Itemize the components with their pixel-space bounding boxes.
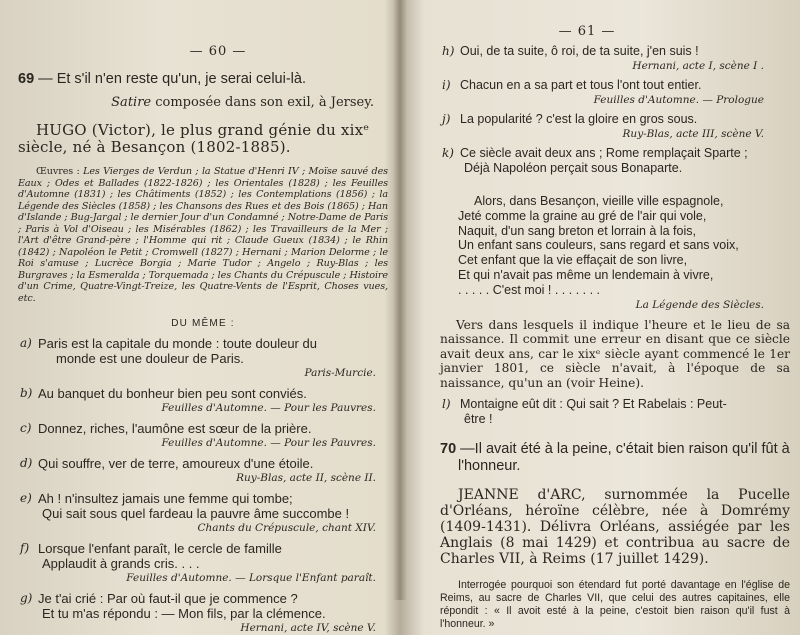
quote-item: a) Paris est la capitale du monde : toute douleur du monde est une douleur de Paris. (20, 336, 317, 366)
quote-source: Feuilles d'Automne. — Lorsque l'Enfant paraît. (126, 572, 376, 584)
poem-line: Un enfant sans couleurs, sans regard et sans voix, (458, 238, 739, 253)
author-entry: JEANNE d'ARC, surnommée la Pucelle d'Orléans, héroïne célèbre, née à Domrémy (1409-1431). Délivra Orléans, assiégée par les Anglais (8 mai 1429) et contribua au sacre de Charles VII, à Reims (17 juillet 1429). (440, 486, 790, 567)
left-page (0, 0, 398, 634)
section-heading (18, 71, 388, 88)
quote-source: Paris-Murcie. (304, 367, 376, 379)
quote-item: h) Oui, de ta suite, ô roi, de ta suite, j'en suis ! (442, 44, 699, 58)
author-entry: HUGO (Victor), le plus grand génie du xixᵉ siècle, né à Besançon (1802-1885). (18, 121, 370, 156)
quote-item: d) Qui souffre, ver de terre, amoureux d'une étoile. (20, 456, 314, 471)
right-page (400, 0, 800, 630)
commentary-paragraph: Vers dans lesquels il indique l'heure et le lieu de sa naissance. Il commit une erreur en disant que ce siècle avait deux ans, car le xixᵉ siècle ayant commencé le 1er janvier 1801, ce siècle n'avait, à l'époque de sa naissance, qu'un an (voir Heine). (440, 317, 790, 390)
anecdote-paragraph: Interrogée pourquoi son étendard fut porté davantage en l'église de Reims, au sacre de Charles VII, que celui des autres capitaines, elle répondit : « Il avoit esté à la peine, c'estoit bien raison qu'il fust à l'honneur. » (440, 578, 790, 630)
quote-source: Feuilles d'Automne. — Pour les Pauvres. (161, 402, 376, 414)
poem-excerpt (440, 194, 794, 298)
section-title: —Il avait été à la peine, c'était bien raison qu'il fût à l'honneur. (458, 440, 790, 474)
quote-item: c) Donnez, riches, l'aumône est sœur de la prière. (20, 421, 312, 436)
quote-item: g) Je t'ai crié : Par où faut-il que je commence ? Et tu m'as répondu : — Mon fils, par la clémence. (20, 591, 326, 621)
poem-line: Naquit, d'un sang breton et lorrain à la fois, (458, 223, 696, 238)
quote-item: b) Au banquet du bonheur bien peu sont conviés. (20, 386, 307, 401)
quote-source: Feuilles d'Automne. — Pour les Pauvres. (161, 437, 376, 449)
quote-item: l) Montaigne eût dit : Qui sait ? Et Rabelais : Peut- être ! (442, 396, 727, 426)
quote-item: f) Lorsque l'enfant paraît, le cercle de famille Applaudit à grands cris. . . . (20, 541, 282, 571)
quote-item: k) Ce siècle avait deux ans ; Rome remplaçait Sparte ; Déjà Napoléon perçait sous Bonaparte. (442, 146, 748, 175)
section-title: — Et s'il n'en reste qu'un, je serai celui-là. (38, 71, 306, 87)
quote-item: e) Ah ! n'insultez jamais une femme qui tombe; Qui sait sous quel fardeau la pauvre âme succombe ! (20, 491, 350, 521)
poem-line: . . . . . C'est moi ! . . . . . . . (458, 282, 600, 297)
quote-source: Ruy-Blas, acte II, scène II. (236, 472, 376, 484)
quote-source: Ruy-Blas, acte III, scène V. (622, 128, 764, 140)
works-list: Œuvres : Les Vierges de Verdun ; la Statue d'Henri IV ; Moïse sauvé des Eaux ; Odes et Ballades (1822-1826) ; les Orientales (1828) ; les Feuilles d'Automne (1831) ; les Châtiments (1852) ; les Contemplations (1856) ; la Légende des Siècles (1858) ; les Chansons des Rues et des Bois (1865) ; Han d'Islande ; Bug-Jargal ; le dernier Jour d'un Condamné ; Notre-Dame de Paris ; Paris à Vol d'Oiseau ; les Misérables (1862) ; les Travailleurs de la Mer ; l'Art d'être Grand-père ; l'Homme qui rit ; Claude Gueux (1834) ; le Rhin (1842) ; Napoléon le Petit ; Cromwell (1827) ; Hernani ; Marion Delorme ; le Roi s'amuse ; Lucrèce Borgia ; Marie Tudor ; Angelo ; Ruy-Blas ; les Burgraves ; la Esmeralda ; Torquemada ; les Chants du Crépuscule ; Histoire d'un Crime, Quatre-Vingt-Treize, les Quatre-Vents de l'Esprit, Choses vues, etc. (18, 166, 388, 304)
poem-line: Et qui n'avait pas même un lendemain à vivre, (458, 267, 714, 282)
section-number: 70 (440, 440, 457, 457)
quote-item: j) La popularité ? c'est la gloire en gros sous. (442, 112, 698, 126)
poem-line: Jeté comme la graine au gré de l'air qui vole, (458, 208, 707, 223)
quote-item: i) Chacun en a sa part et tous l'ont tout entier. (442, 78, 702, 92)
quote-source: Feuilles d'Automne. — Prologue (593, 94, 764, 106)
section-heading (440, 441, 794, 475)
poem-line: Cet enfant que la vie effaçait de son livre, (458, 253, 688, 268)
section-source: Satire composée dans son exil, à Jersey. (111, 95, 374, 110)
quote-list (18, 336, 388, 635)
poem-line: Alors, dans Besançon, vieille ville espagnole, (474, 194, 724, 208)
quote-source: Hernani, acte IV, scène V. (240, 622, 376, 634)
section-number: 69 (18, 71, 35, 87)
page-number: — 61 — (558, 24, 616, 39)
quote-source: Hernani, acte I, scène I . (632, 60, 764, 72)
quote-source: Chants du Crépuscule, chant XIV. (197, 522, 376, 534)
poem-source: La Légende des Siècles. (635, 298, 764, 311)
page-number: — 60 — (189, 44, 247, 59)
du-meme-heading: DU MÊME : (171, 318, 235, 329)
